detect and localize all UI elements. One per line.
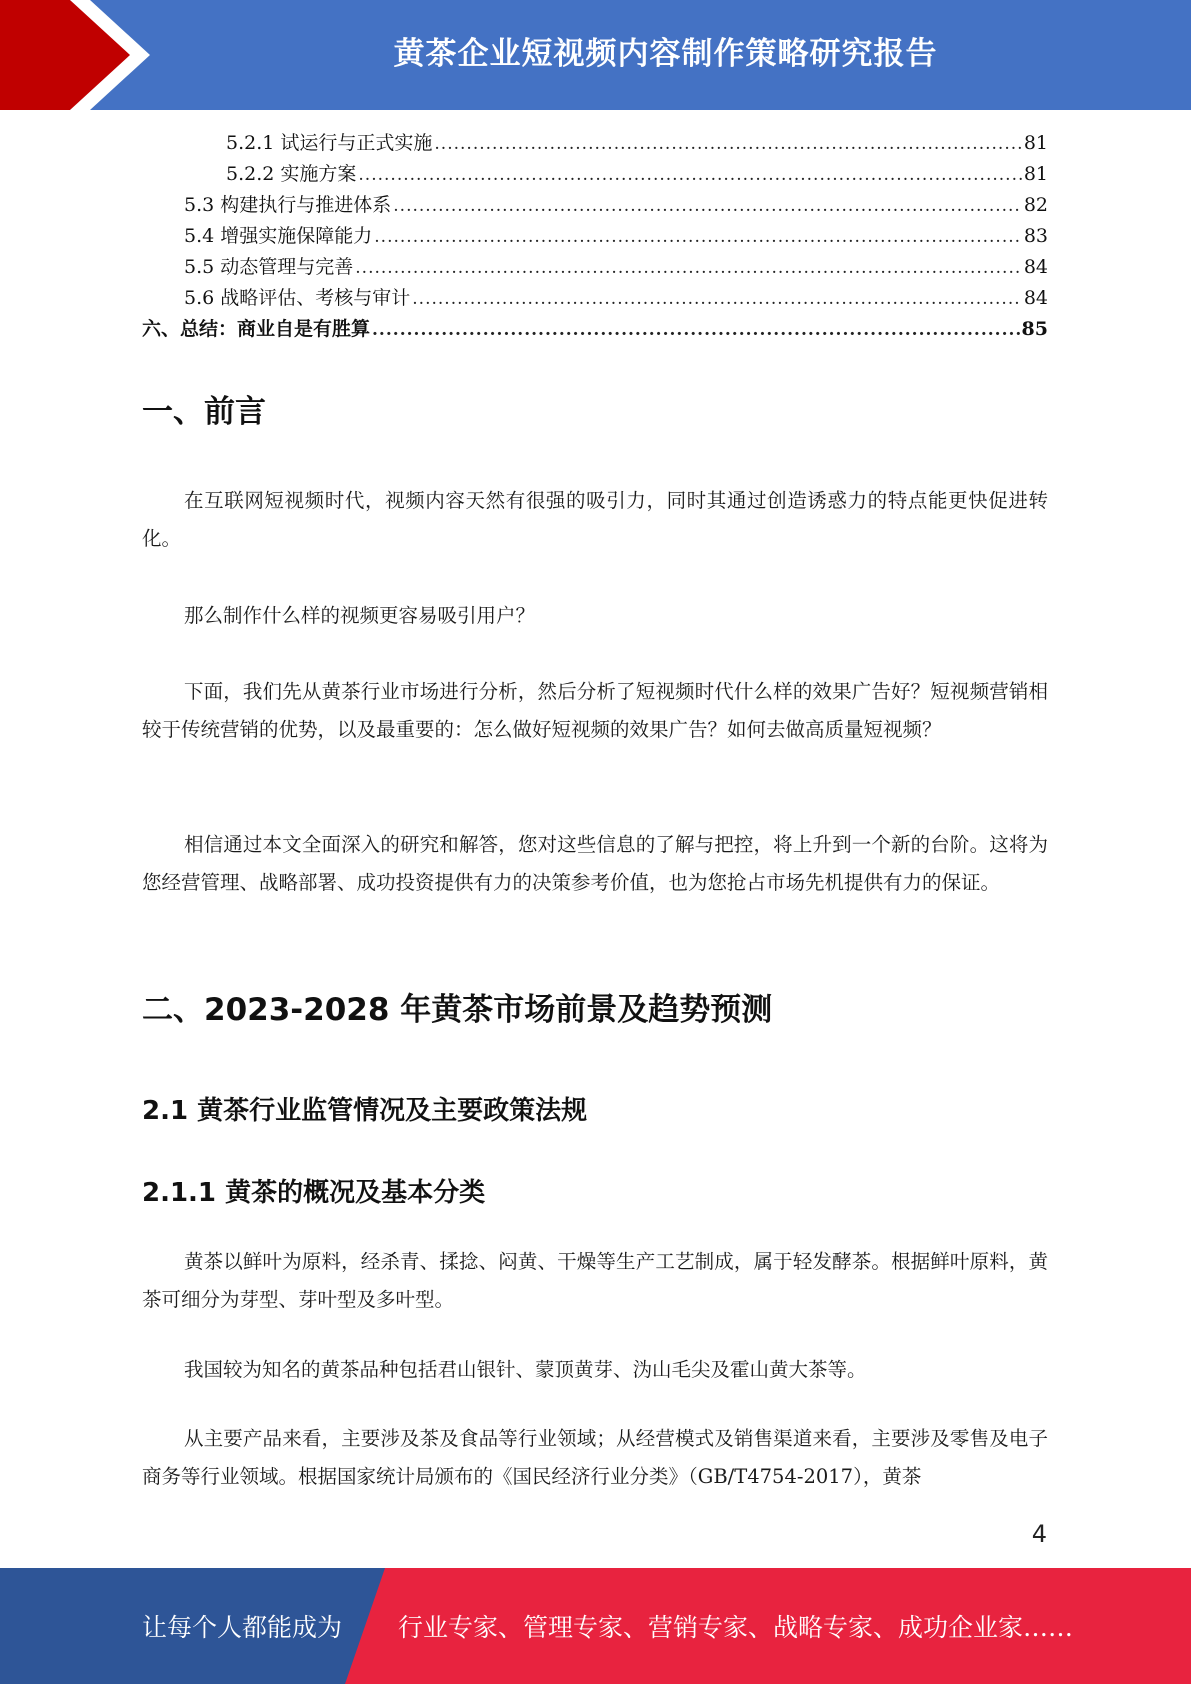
toc-entry[interactable] — [142, 252, 1048, 283]
toc-leader-dots — [358, 160, 1021, 191]
body-paragraph: 从主要产品来看，主要涉及茶及食品等行业领域；从经营模式及销售渠道来看，主要涉及零售及电子商务等行业领域。根据国家统计局颁布的《国民经济行业分类》（GB/T4754-2017），黄茶 — [142, 1427, 1048, 1488]
toc-leader-dots — [393, 191, 1022, 222]
toc-entry-page: 83 — [1023, 225, 1048, 247]
toc-entry-page: 84 — [1023, 287, 1048, 309]
toc-entry-label: 5.2.1 试运行与正式实施 — [226, 132, 433, 154]
toc-entry[interactable] — [142, 159, 1048, 190]
toc-leader-dots — [434, 129, 1021, 160]
toc-leader-dots — [374, 222, 1022, 253]
body-paragraph: 黄茶以鲜叶为原料，经杀青、揉捻、闷黄、干燥等生产工艺制成，属于轻发酵茶。根据鲜叶原料，黄茶可细分为芽型、芽叶型及多叶型。 — [142, 1250, 1048, 1311]
body-paragraph: 在互联网短视频时代，视频内容天然有很强的吸引力，同时其通过创造诱惑力的特点能更快促进转化。 — [142, 489, 1048, 550]
toc-entry-label: 5.3 构建执行与推进体系 — [184, 194, 392, 216]
footer-slogan-right: 行业专家、管理专家、营销专家、战略专家、成功企业家…… — [398, 1613, 1074, 1642]
toc-entry[interactable] — [142, 283, 1048, 314]
page-number: 4 — [1031, 1520, 1047, 1548]
toc-entry[interactable] — [142, 221, 1048, 252]
section-heading-market-outlook: 二、2023-2028 年黄茶市场前景及趋势预测 — [142, 992, 773, 1028]
toc-entry[interactable] — [142, 314, 1048, 345]
body-paragraph: 我国较为知名的黄茶品种包括君山银针、蒙顶黄芽、沩山毛尖及霍山黄大茶等。 — [184, 1358, 867, 1381]
toc-entry-page: 82 — [1023, 194, 1048, 216]
page-header — [0, 0, 1191, 110]
body-paragraph: 那么制作什么样的视频更容易吸引用户？ — [184, 604, 536, 627]
toc-entry-label: 5.4 增强实施保障能力 — [184, 225, 373, 247]
toc-leader-dots — [355, 253, 1022, 284]
subsection-heading: 2.1 黄茶行业监管情况及主要政策法规 — [142, 1096, 588, 1126]
report-title: 黄茶企业短视频内容制作策略研究报告 — [393, 35, 938, 72]
toc-entry-label: 5.5 动态管理与完善 — [184, 256, 354, 278]
toc-entry-page: 81 — [1023, 132, 1048, 154]
toc-entry-page: 81 — [1023, 163, 1048, 185]
toc-entry-page: 84 — [1023, 256, 1048, 278]
toc-leader-dots — [372, 315, 1020, 346]
toc-entry[interactable] — [142, 190, 1048, 221]
body-paragraph: 下面，我们先从黄茶行业市场进行分析，然后分析了短视频时代什么样的效果广告好？短视频营销相较于传统营销的优势，以及最重要的：怎么做好短视频的效果广告？如何去做高质量短视频？ — [142, 680, 1048, 741]
toc-entry-label: 六、总结：商业自是有胜算 — [142, 318, 371, 340]
subsection-heading: 2.1.1 黄茶的概况及基本分类 — [142, 1178, 486, 1208]
toc-entry-label: 5.6 战略评估、考核与审计 — [184, 287, 411, 309]
toc-entry-label: 5.2.2 实施方案 — [226, 163, 357, 185]
toc-leader-dots — [412, 284, 1022, 315]
section-heading-preface: 一、前言 — [142, 394, 266, 430]
table-of-contents — [142, 128, 1048, 345]
page-footer — [0, 1568, 1191, 1684]
footer-slogan-left: 让每个人都能成为 — [142, 1613, 343, 1642]
toc-entry[interactable] — [142, 128, 1048, 159]
body-paragraph: 相信通过本文全面深入的研究和解答，您对这些信息的了解与把控，将上升到一个新的台阶。这将为您经营管理、战略部署、成功投资提供有力的决策参考价值，也为您抢占市场先机提供有力的保证。 — [142, 833, 1048, 894]
toc-entry-page: 85 — [1021, 318, 1048, 340]
